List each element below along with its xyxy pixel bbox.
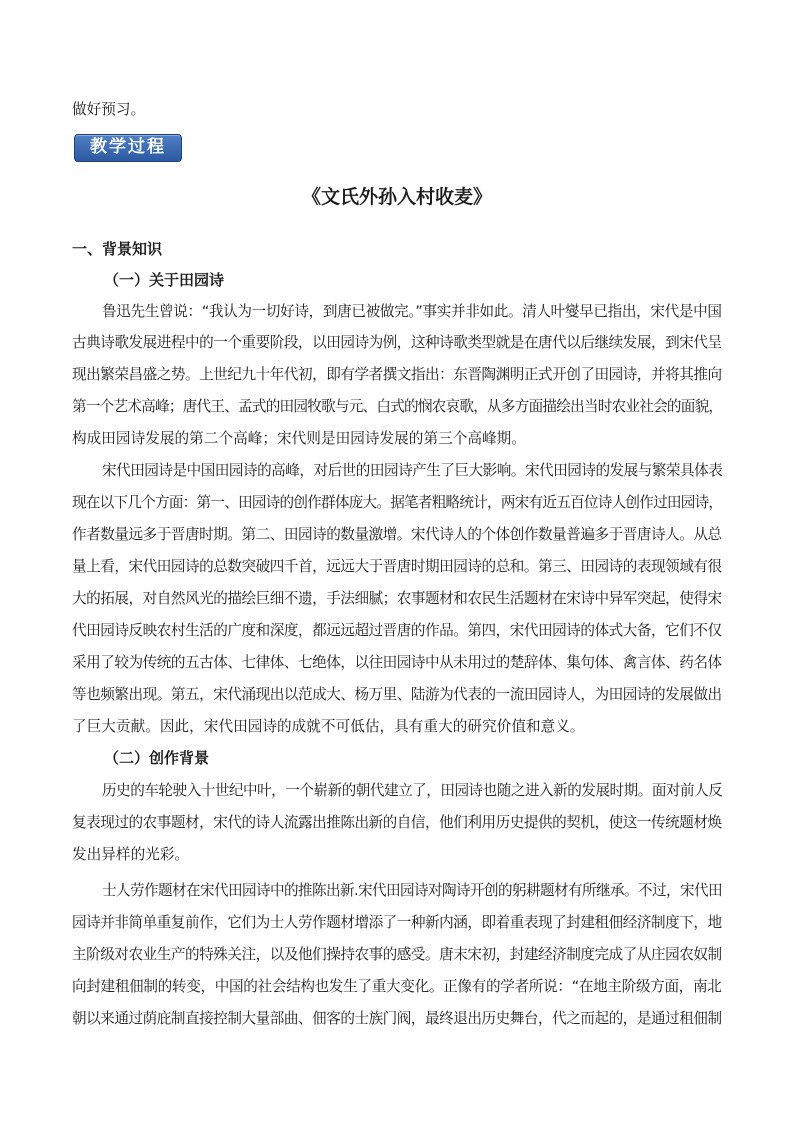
paragraph-line: 代田园诗反映农村生活的广度和深度，都远远超过晋唐的作品。第四，宋代田园诗的体式大备，它们不仅 (72, 622, 722, 639)
paragraph-line: 园诗并非简单重复前作，它们为士人劳作题材增添了一种新内涵，即着重表现了封建租佃经济制度下，地 (72, 914, 722, 931)
paragraph-line: 向封建租佃制的转变，中国的社会结构也发生了重大变化。正像有的学者所说：“在地主阶级方面，南北 (72, 978, 722, 995)
paragraph-line: 士人劳作题材在宋代田园诗中的推陈出新.宋代田园诗对陶诗开创的躬耕题材有所继承。不过，宋代田 (102, 882, 723, 899)
page-title: 《文氏外孙入村收麦》 (301, 186, 492, 208)
subsection-heading-pastoral-poetry: （一）关于田园诗 (104, 271, 225, 289)
paragraph-line: 古典诗歌发展进程中的一个重要阶段，以田园诗为例，这种诗歌类型就是在唐代以后继续发展，到宋代呈 (72, 334, 722, 351)
paragraph-line: 采用了较为传统的五古体、七律体、七绝体，以往田园诗中从未用过的楚辞体、集句体、禽言体、药名体 (72, 654, 722, 671)
paragraph-line: 了巨大贡献。因此，宋代田园诗的成就不可低估，具有重大的研究价值和意义。 (72, 718, 585, 735)
paragraph-line: 历史的车轮驶入十世纪中叶，一个崭新的朝代建立了，田园诗也随之进入新的发展时期。面对前人反 (102, 782, 723, 799)
paragraph-line: 构成田园诗发展的第二个高峰；宋代则是田园诗发展的第三个高峰期。 (72, 430, 526, 447)
paragraph-line: 朝以来通过荫庇制直接控制大量部曲、佃客的士族门阀，最终退出历史舞台，代之而起的，是通过租佃制 (72, 1010, 722, 1027)
subsection-heading-creation-background: （二）创作背景 (104, 749, 210, 767)
section-heading-background: 一、背景知识 (72, 240, 163, 258)
paragraph-line: 作者数量远多于晋唐时期。第二、田园诗的数量激增。宋代诗人的个体创作数量普遍多于晋唐诗人。从总 (72, 526, 722, 543)
preface-text: 做好预习。 (72, 101, 146, 118)
teaching-process-banner: 教学过程 (74, 134, 182, 162)
paragraph-line: 鲁迅先生曾说：“我认为一切好诗，到唐已被做完。”事实并非如此。清人叶燮早已指出，宋代是中国 (102, 303, 722, 320)
paragraph-line: 大的拓展，对自然风光的描绘巨细不遗，手法细腻；农事题材和农民生活题材在宋诗中异军突起，使得宋 (72, 590, 722, 607)
paragraph-line: 复表现过的农事题材，宋代的诗人流露出推陈出新的自信，他们利用历史提供的契机，使这一传统题材焕 (72, 814, 722, 831)
paragraph-line: 等也频繁出现。第五，宋代涌现出以范成大、杨万里、陆游为代表的一流田园诗人，为田园诗的发展做出 (72, 686, 722, 703)
paragraph-line: 第一个艺术高峰；唐代王、孟式的田园牧歌与元、白式的悯农哀歌，从多方面描绘出当时农业社会的面貌， (72, 398, 723, 415)
paragraph-line: 量上看，宋代田园诗的总数突破四千首，远远大于晋唐时期田园诗的总和。第三、田园诗的表现领域有很 (72, 558, 722, 575)
paragraph-line: 现出繁荣昌盛之势。上世纪九十年代初，即有学者撰文指出：东晋陶渊明正式开创了田园诗，并将其推向 (72, 366, 722, 383)
paragraph-line: 现在以下几个方面：第一、田园诗的创作群体庞大。据笔者粗略统计，两宋有近五百位诗人创作过田园诗， (72, 494, 723, 511)
paragraph-line: 发出异样的光彩。 (72, 846, 190, 863)
paragraph-line: 宋代田园诗是中国田园诗的高峰，对后世的田园诗产生了巨大影响。宋代田园诗的发展与繁荣具体表 (102, 462, 723, 479)
paragraph-line: 主阶级对农业生产的特殊关注，以及他们操持农事的感受。唐末宋初，封建经济制度完成了从庄园农奴制 (72, 946, 722, 963)
